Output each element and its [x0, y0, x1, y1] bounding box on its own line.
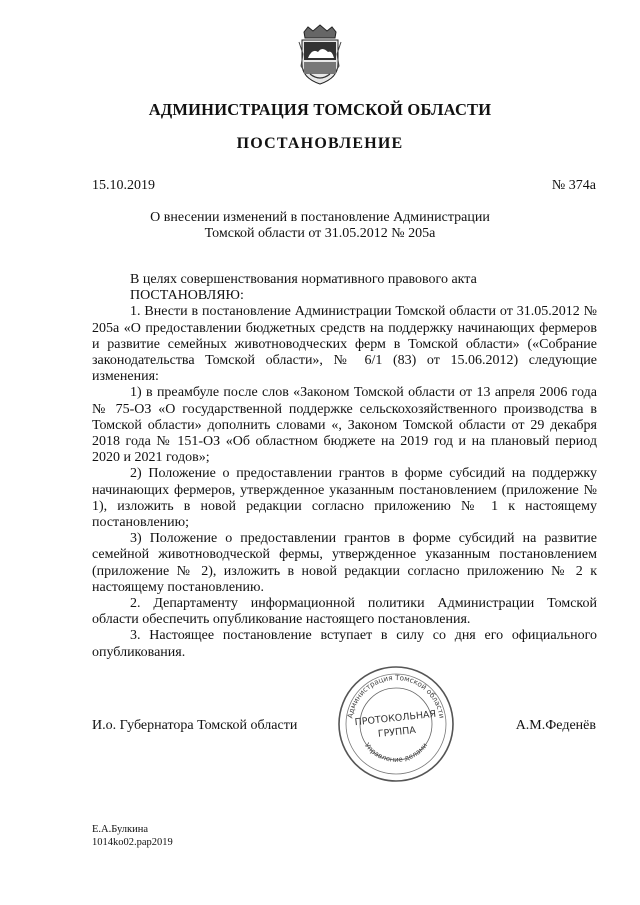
stamp-center-line-1: ПРОТОКОЛЬНАЯ [354, 708, 437, 729]
paragraph-1-item-3: 3) Положение о предоставлении грантов в форме субсидий на развитие семейной животноводческой фермы, утвержденное указанным постановлением (приложение № 2), изложить в новой редакции согласно приложению № 2 к настоящему постановлению. [92, 531, 597, 595]
paragraph-3: 3. Настоящее постановление вступает в силу со дня его официального опубликования. [92, 628, 597, 660]
footer-info [92, 823, 173, 849]
decree-word: ПОСТАНОВЛЯЮ: [130, 288, 244, 304]
subject-line-2: Томской области от 31.05.2012 № 205а [204, 226, 436, 241]
stamp-ring-text: Администрация Томской области [345, 672, 447, 719]
document-number: № 374а [551, 178, 596, 193]
paragraph-1-item-2: 2) Положение о предоставлении грантов в форме субсидий на поддержку начинающих фермеров, утвержденное указанным постановлением (приложение № 1), изложить в новой редакции согласно приложению № 1 к настоящему постановлению; [92, 466, 597, 531]
subject-line-1: О внесении изменений в постановление Администрации [150, 210, 490, 225]
document-type-heading: ПОСТАНОВЛЕНИЕ [236, 135, 404, 152]
signatory-name: А.М.Феденёв [515, 718, 596, 733]
protocol-group-stamp [336, 664, 456, 784]
paragraph-2: 2. Департаменту информационной политики Администрации Томской области обеспечить опубликование настоящего постановления. [92, 596, 597, 628]
paragraph-1-item-1: 1) в преамбуле после слов «Законом Томской области от 13 апреля 2006 года № 75-ОЗ «О государственной поддержке сельскохозяйственного производства в Томской области» дополнить словами «, Законом Томской области от 29 декабря 2018 года № 151-ОЗ «Об областном бюджете на 2019 год и на плановый период 2020 и 2021 годов»; [92, 385, 597, 466]
document-date: 15.10.2019 [92, 178, 155, 193]
document-subject [0, 210, 640, 242]
coat-of-arms-emblem [298, 24, 342, 86]
file-code: 1014ko02.pap2019 [92, 837, 173, 848]
stamp-center-line-2: ГРУППА [377, 724, 417, 740]
intro-paragraph: В целях совершенствования нормативного правового акта [130, 272, 477, 287]
stamp-ring-bottom-text: Управление делами [362, 741, 430, 764]
executor-name: Е.А.Булкина [92, 824, 149, 835]
signatory-title: И.о. Губернатора Томской области [92, 718, 298, 733]
organization-title: АДМИНИСТРАЦИЯ ТОМСКОЙ ОБЛАСТИ [148, 100, 492, 119]
document-body [92, 272, 597, 661]
paragraph-1: 1. Внести в постановление Администрации Томской области от 31.05.2012 № 205а «О предоставлении бюджетных средств на поддержку начинающих фермеров и развитие семейных животноводческих ферм в Томской области» («Собрание законодательства Томской области», № 6/1 (83) от 15.06.2012) следующие изменения: [92, 304, 597, 385]
